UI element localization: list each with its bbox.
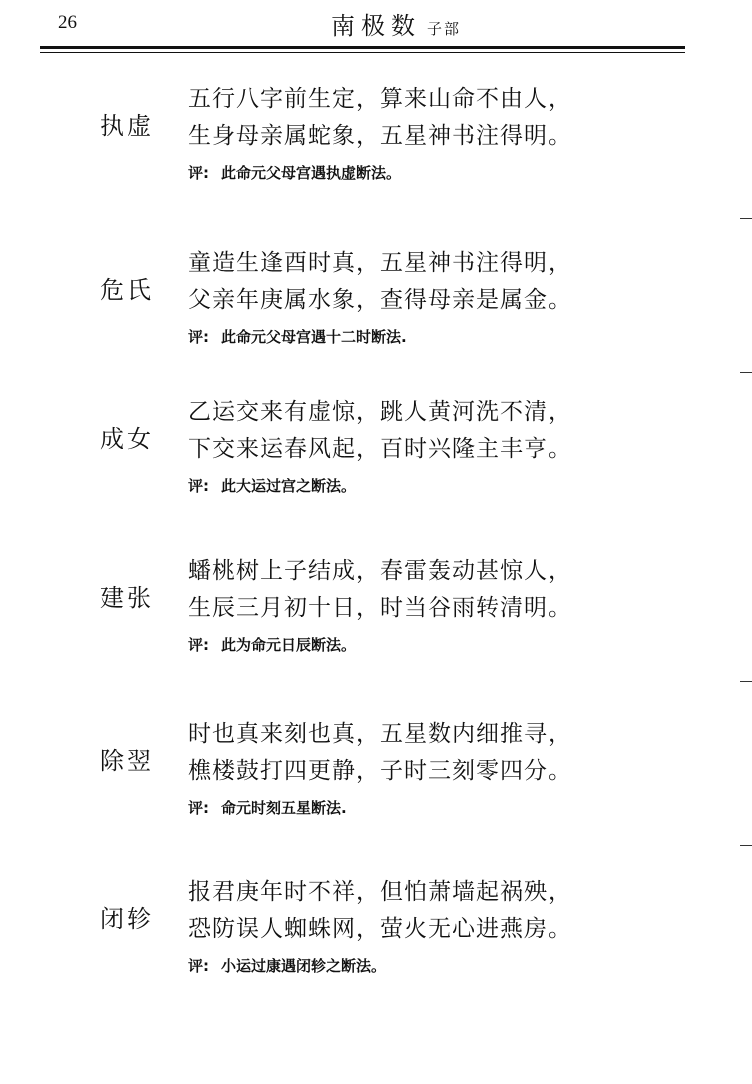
entry-label: 成女: [100, 425, 154, 453]
verse-line-1: 蟠桃树上子结成，春雷轰动甚惊人，: [188, 558, 572, 584]
commentary-prefix: 评:: [188, 799, 209, 817]
commentary-text: 此命元父母宫遇十二时断法.: [221, 328, 407, 346]
entry: [0, 552, 752, 692]
scan-edge-mark: [740, 218, 752, 219]
running-title: [0, 6, 752, 41]
commentary-text: 此为命元日辰断法。: [221, 636, 357, 654]
scan-edge-mark: [740, 372, 752, 373]
entry: [0, 393, 752, 533]
verse-line-2: 恐防误人蜘蛛网，萤火无心进燕房。: [188, 916, 572, 942]
verse-line-1: 报君庚年时不祥，但怕萧墙起祸殃，: [188, 879, 572, 905]
section-title: 子部: [426, 20, 461, 38]
book-title: 南极数: [330, 12, 421, 40]
verse-line-2: 下交来运春风起，百时兴隆主丰亨。: [188, 436, 572, 462]
verse-line-1: 时也真来刻也真，五星数内细推寻，: [188, 721, 572, 747]
verse-line-1: 五行八字前生定，算来山命不由人，: [188, 86, 572, 112]
commentary-prefix: 评:: [188, 328, 209, 346]
commentary-prefix: 评:: [188, 957, 209, 975]
commentary-text: 此命元父母宫遇执虚断法。: [221, 164, 402, 182]
entry: [0, 715, 752, 855]
entry-label: 除翌: [100, 747, 154, 775]
entry-label: 闭轸: [100, 905, 154, 933]
commentary: [188, 797, 347, 818]
commentary-text: 小运过康遇闭轸之断法。: [221, 957, 387, 975]
commentary-text: 此大运过宫之断法。: [221, 477, 357, 495]
commentary-prefix: 评:: [188, 477, 209, 495]
commentary: [188, 955, 386, 976]
commentary: [188, 634, 356, 655]
commentary-text: 命元时刻五星断法.: [221, 799, 347, 817]
page-number: 26: [58, 12, 77, 33]
commentary-prefix: 评:: [188, 636, 209, 654]
verse-line-2: 生身母亲属蛇象，五星神书注得明。: [188, 123, 572, 149]
scan-edge-mark: [740, 681, 752, 682]
verse-line-2: 父亲年庚属水象，查得母亲是属金。: [188, 287, 572, 313]
entry: [0, 80, 752, 220]
header-rule-thick: [40, 46, 685, 49]
commentary: [188, 475, 356, 496]
header-rule-thin: [40, 52, 685, 53]
scan-edge-mark: [740, 845, 752, 846]
verse-line-2: 生辰三月初十日，时当谷雨转清明。: [188, 595, 572, 621]
entry: [0, 873, 752, 1013]
verse-line-2: 樵楼鼓打四更静，子时三刻零四分。: [188, 758, 572, 784]
entry-label: 建张: [100, 584, 154, 612]
entry: [0, 244, 752, 384]
verse-line-1: 乙运交来有虚惊，跳人黄河洗不清，: [188, 399, 572, 425]
entry-label: 执虚: [100, 112, 154, 140]
commentary: [188, 326, 407, 347]
commentary-prefix: 评:: [188, 164, 209, 182]
commentary: [188, 162, 401, 183]
verse-line-1: 童造生逢酉时真，五星神书注得明，: [188, 250, 572, 276]
entry-label: 危氏: [100, 276, 154, 304]
